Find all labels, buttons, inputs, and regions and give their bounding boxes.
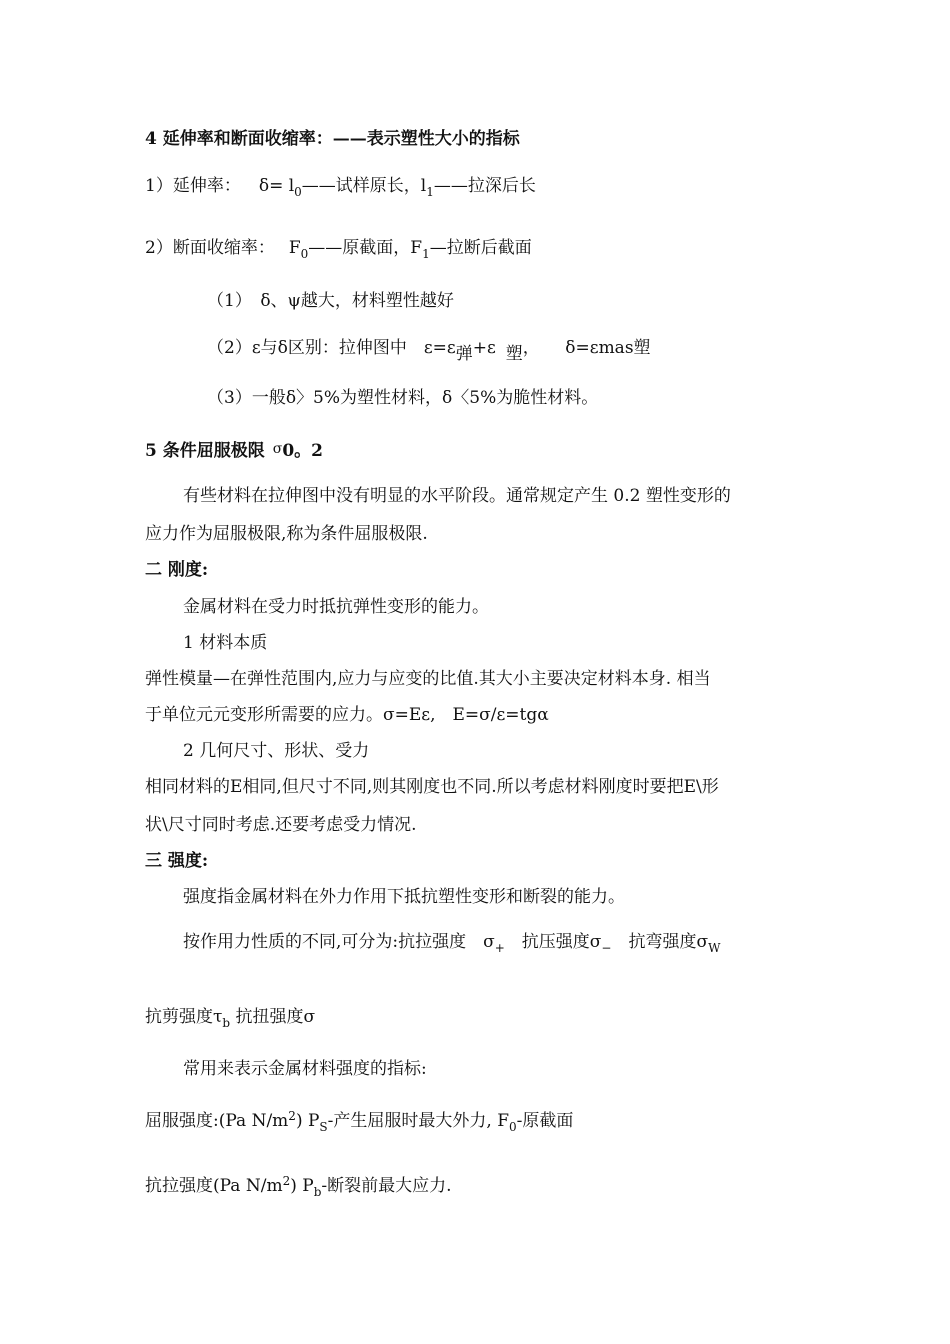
- compressive-minus: −: [601, 941, 612, 955]
- modulus-line-1: 弹性模量—在弹性范围内,应力与应变的比值.其大小主要决定材料本身. 相当: [145, 669, 711, 689]
- area-reduction-label: 2）断面收缩率：: [145, 238, 275, 258]
- stiffness-heading: 二 刚度:: [145, 560, 209, 580]
- strength-types-c: 抗弯强度σ: [611, 932, 709, 952]
- yield-sup-2: 2: [288, 1109, 296, 1123]
- strength-types-a: 按作用力性质的不同,可分为:抗拉强度 σ: [183, 932, 495, 952]
- shear-sub-b: b: [222, 1016, 231, 1030]
- s5-para-line-2: 应力作为屈服极限,称为条件屈服极限.: [145, 524, 428, 544]
- bending-w: W: [708, 941, 721, 955]
- yield-sub-0: 0: [509, 1120, 517, 1134]
- item-2-elastic: 弹: [455, 344, 473, 364]
- yield-strength-line: [145, 1105, 573, 1138]
- strength-types-line: [183, 931, 720, 959]
- area-mid: ——原截面，F: [308, 238, 423, 258]
- section-5-heading: [145, 438, 323, 462]
- section-5-heading-sub: 0。2: [282, 441, 323, 461]
- item-2-text-e: ， δ=εmas塑: [522, 338, 651, 358]
- subscript-1: 1: [422, 247, 430, 261]
- section-4-heading: 4 延伸率和断面收缩率：——表示塑性大小的指标: [145, 129, 520, 149]
- area-reduction-line: [145, 237, 532, 265]
- stiffness-sub-2: 2 几何尺寸、形状、受力: [183, 741, 370, 761]
- modulus-line-2: 于单位元元变形所需要的应力。σ=Eε, E=σ/ε=tgα: [145, 705, 549, 725]
- item-2: [207, 337, 651, 364]
- item-1: （1） δ、ψ越大，材料塑性越好: [207, 291, 454, 311]
- stiffness-sub-1: 1 材料本质: [183, 633, 268, 653]
- tensile-plus: +: [494, 941, 505, 955]
- tensile-a: 抗拉强度(Pa N/m: [145, 1176, 283, 1196]
- yield-d: -原截面: [516, 1111, 574, 1131]
- yield-sub-s: S: [319, 1120, 328, 1134]
- s5-para-line-1: 有些材料在拉伸图中没有明显的水平阶段。通常规定产生 0.2 塑性变形的: [183, 486, 731, 506]
- elongation-mid: ——试样原长，l: [301, 176, 427, 196]
- elongation-label: 1）延伸率：: [145, 176, 241, 196]
- common-indicators: 常用来表示金属材料强度的指标:: [183, 1059, 427, 1079]
- strength-definition: 强度指金属材料在外力作用下抵抗塑性变形和断裂的能力。: [183, 887, 625, 907]
- item-2-plastic: 塑: [505, 344, 523, 364]
- strength-types-b: 抗压强度σ: [504, 932, 602, 952]
- subscript-1: 1: [426, 185, 434, 199]
- geometry-line-2: 状\尺寸同时考虑.还要考虑受力情况.: [145, 815, 417, 835]
- subscript-0: 0: [300, 247, 309, 261]
- torsion: 抗扭强度σ: [230, 1007, 316, 1027]
- tensile-sup-2: 2: [282, 1174, 291, 1188]
- area-end: —拉断后截面: [429, 238, 532, 258]
- elongation-line: [145, 175, 536, 203]
- sigma-symbol: σ: [272, 441, 283, 457]
- yield-a: 屈服强度:(Pa N/m: [145, 1111, 289, 1131]
- shear-a: 抗剪强度τ: [145, 1007, 223, 1027]
- elongation-end: ——拉深后长: [433, 176, 536, 196]
- elongation-delta: δ= l: [258, 176, 295, 196]
- item-2-text-c: +ε: [472, 338, 496, 358]
- item-2-text-a: （2）ε与δ区别：拉伸图中 ε=ε: [207, 338, 456, 358]
- area-F: F: [288, 238, 301, 258]
- yield-b: ) P: [295, 1111, 320, 1131]
- tensile-c: -断裂前最大应力.: [321, 1176, 452, 1196]
- tensile-strength-line: [145, 1170, 452, 1203]
- item-3: （3）一般δ〉5%为塑性材料，δ〈5%为脆性材料。: [207, 388, 599, 408]
- section-5-heading-text: 5 条件屈服极限: [145, 441, 265, 461]
- geometry-line-1: 相同材料的E相同,但尺寸不同,则其刚度也不同.所以考虑材料刚度时要把E\形: [145, 777, 719, 797]
- subscript-0: 0: [294, 185, 302, 199]
- strength-heading: 三 强度:: [145, 851, 209, 871]
- tensile-b: ) P: [290, 1176, 314, 1196]
- shear-torsion-line: [145, 1006, 315, 1034]
- stiffness-definition: 金属材料在受力时抵抗弹性变形的能力。: [183, 597, 489, 617]
- tensile-sub-b: b: [313, 1185, 322, 1199]
- yield-c: -产生屈服时最大外力, F: [327, 1111, 510, 1131]
